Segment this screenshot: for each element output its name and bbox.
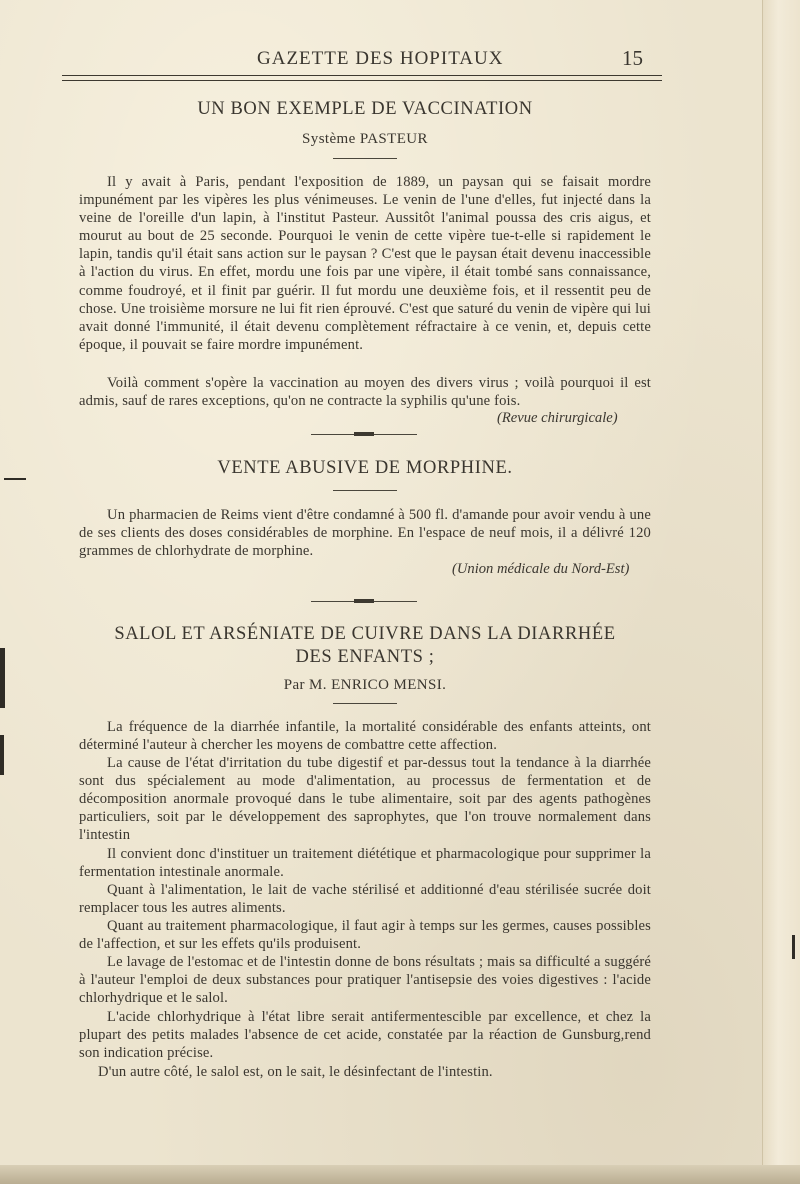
binding-mark xyxy=(0,648,5,708)
article3-paragraph: L'acide chlorhydrique à l'état libre serait antifermentescible par excellence, et chez la plupart des petits malades l'absence de cet acide, constatée par la réaction de Gunsburg,rend son indication précise. xyxy=(79,1009,651,1062)
page-edge-right xyxy=(762,0,800,1184)
article1-paragraph: Voilà comment s'opère la vaccination au moyen des divers virus ; voilà pourquoi il est admis, sauf de rares exceptions, qu'on ne contracte la syphilis qu'une fois. xyxy=(79,375,651,410)
article3-byline: Par M. ENRICO MENSI. xyxy=(283,677,447,693)
section-ornament xyxy=(311,599,417,604)
title-rule xyxy=(333,490,397,491)
article3-paragraph: La cause de l'état d'irritation du tube digestif et par-dessus tout la tendance à la diarrhée sont dus spécialement au mode d'alimentation, au processus de fermentation et de décomposition anormale provoqué dans le tube alimentaire, soit par des agents pathogènes particuliers, soit par le développement des saprophytes, que l'on trouve normalement dans l'intestin xyxy=(79,755,651,844)
title-rule xyxy=(333,703,397,704)
article1-source: (Revue chirurgicale) xyxy=(497,410,618,426)
header-rule xyxy=(62,75,662,81)
page-number: 15 xyxy=(622,46,643,70)
article3-paragraph: D'un autre côté, le salol est, on le sait, le désinfectant de l'intestin. xyxy=(98,1064,493,1080)
article3-paragraph: Quant au traitement pharmacologique, il faut agir à temps sur les germes, causes possibles de l'affection, et sur les effets qu'ils produisent. xyxy=(79,918,651,953)
article2-paragraph: Un pharmacien de Reims vient d'être condamné à 500 fl. d'amande pour avoir vendu à une de ses clients des doses considérables de morphine. En l'espace de neuf mois, il a délivré 120 grammes de chlorhydrate de morphine. xyxy=(79,507,651,560)
article2-source: (Union médicale du Nord-Est) xyxy=(452,561,630,577)
article3-paragraph: Il convient donc d'instituer un traitement diététique et pharmacologique pour supprimer la fermentation intestinale anormale. xyxy=(79,846,651,881)
title-rule xyxy=(333,158,397,159)
article2-title: VENTE ABUSIVE DE MORPHINE. xyxy=(217,458,513,478)
article3-title: SALOL ET ARSÉNIATE DE CUIVRE DANS LA DIARRHÉE xyxy=(114,624,616,644)
article1-paragraph: Il y avait à Paris, pendant l'exposition de 1889, un paysan qui se faisait mordre impunément par les vipères les plus vénimeuses. Le venin de l'une d'elles, fut injecté dans la veine de l'oreille d'un lapin, à l'institut Pasteur. Aussitôt l'animal poussa des cris aigus, et mourut au bout de 25 seconde. Pourquoi le venin de cette vipère tue-t-elle si rapidement le lapin, tandis qu'il était sans action sur le paysan ? C'est que le paysan était devenu inaccessible à l'action du virus. En effet, mordu une fois par une vipère, il était tombé sans connaissance, comme foudroyé, et il finit par guérir. Il fut mordu une deuxième fois, et il ressentit peu de chose. Une troisième morsure ne lui fit rien éprouvé. C'est que saturé du venin de vipère qui lui avait donné l'immunité, il était devenu complètement réfractaire à ce venin, et, depuis cette époque, il pouvait se faire mordre impunément. xyxy=(79,174,651,353)
article3-title-cont: DES ENFANTS ; xyxy=(295,647,435,667)
edge-mark xyxy=(792,935,795,959)
article3-paragraph: Le lavage de l'estomac et de l'intestin donne de bons résultats ; mais sa difficulté a suggéré à l'auteur l'emploi de deux substances pour pratiquer l'antisepsie des voies digestives : l'acide chlorhydrique et le salol. xyxy=(79,954,651,1007)
article3-paragraph: La fréquence de la diarrhée infantile, la mortalité considérable des enfants atteints, ont déterminé l'auteur à chercher les moyens de combattre cette affection. xyxy=(79,719,651,754)
article3-paragraph: Quant à l'alimentation, le lait de vache stérilisé et additionné d'eau stérilisée sucrée doit remplacer tous les autres aliments. xyxy=(79,882,651,917)
page-edge-bottom xyxy=(0,1165,800,1184)
running-header xyxy=(62,46,662,76)
article1-subtitle: Système PASTEUR xyxy=(302,131,428,147)
journal-title: GAZETTE DES HOPITAUX xyxy=(257,48,504,69)
binding-mark xyxy=(0,735,4,775)
article1-title: UN BON EXEMPLE DE VACCINATION xyxy=(197,99,533,119)
section-ornament xyxy=(311,432,417,437)
ink-mark xyxy=(4,478,26,480)
